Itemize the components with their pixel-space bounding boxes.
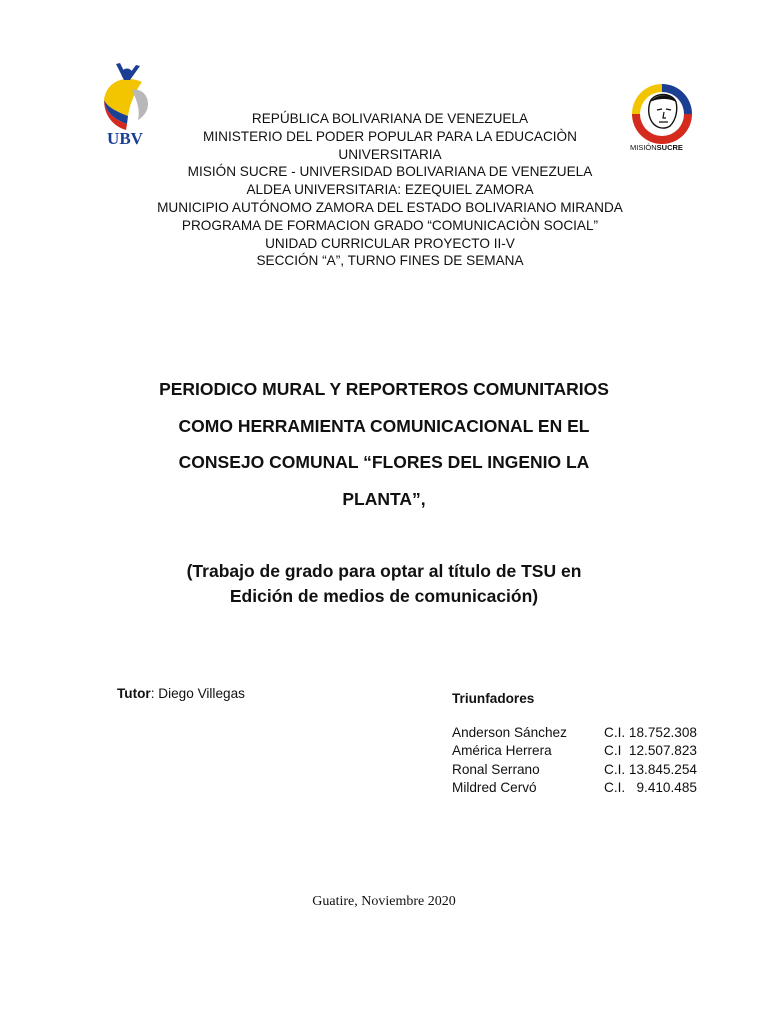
header-line: MINISTERIO DEL PODER POPULAR PARA LA EDUCACIÒN xyxy=(203,128,577,144)
header-line: MISIÓN SUCRE - UNIVERSIDAD BOLIVARIANA DE VENEZUELA xyxy=(187,164,593,180)
institution-header xyxy=(120,110,660,270)
member-name: Ronal Serrano xyxy=(452,761,540,777)
title-line: PERIODICO MURAL Y REPORTEROS COMUNITARIOS xyxy=(159,379,609,399)
tutor-label: Tutor xyxy=(117,686,151,701)
subtitle-line: (Trabajo de grado para optar al título de TSU en xyxy=(186,561,582,581)
team-member xyxy=(452,742,722,760)
document-title xyxy=(100,371,668,517)
member-ci: C.I 12.507.823 xyxy=(604,743,697,759)
title-line: PLANTA”, xyxy=(342,488,426,509)
member-ci: C.I. 13.845.254 xyxy=(604,761,697,777)
tutor-separator: : xyxy=(150,686,159,701)
team-member xyxy=(452,779,722,797)
subtitle-line: Edición de medios de comunicación) xyxy=(229,586,539,606)
header-line: ALDEA UNIVERSITARIA: EZEQUIEL ZAMORA xyxy=(246,182,534,198)
document-subtitle xyxy=(100,559,668,609)
header-line: MUNICIPIO AUTÓNOMO ZAMORA DEL ESTADO BOLIVARIANO MIRANDA xyxy=(157,199,623,215)
header-line: UNIDAD CURRICULAR PROYECTO II-V xyxy=(265,235,515,251)
team-heading: Triunfadores xyxy=(452,691,535,706)
header-line: PROGRAMA DE FORMACION GRADO “COMUNICACIÒN SOCIAL” xyxy=(181,217,599,233)
member-name: Anderson Sánchez xyxy=(452,725,567,740)
tutor-line xyxy=(117,686,245,701)
tutor-name: Diego Villegas xyxy=(158,686,245,701)
title-line: COMO HERRAMIENTA COMUNICACIONAL EN EL xyxy=(178,415,590,436)
team-list xyxy=(452,724,722,797)
title-line: CONSEJO COMUNAL “FLORES DEL INGENIO LA xyxy=(178,452,590,472)
header-line: REPÚBLICA BOLIVARIANA DE VENEZUELA xyxy=(251,111,529,126)
team-member xyxy=(452,761,722,779)
team-member xyxy=(452,724,722,742)
member-name: América Herrera xyxy=(452,743,552,759)
member-ci: C.I. 9.410.485 xyxy=(604,779,697,795)
sucre-text: SUCRE xyxy=(656,143,683,152)
place-date: Guatire, Noviembre 2020 xyxy=(312,894,456,909)
member-name: Mildred Cervó xyxy=(452,779,537,795)
header-line: SECCIÓN “A”, TURNO FINES DE SEMANA xyxy=(256,253,524,269)
header-line: UNIVERSITARIA xyxy=(338,146,442,162)
member-ci: C.I. 18.752.308 xyxy=(604,725,697,740)
ubv-logo-text: UBV xyxy=(107,129,143,148)
mision-text: MISIÓN xyxy=(630,143,657,152)
